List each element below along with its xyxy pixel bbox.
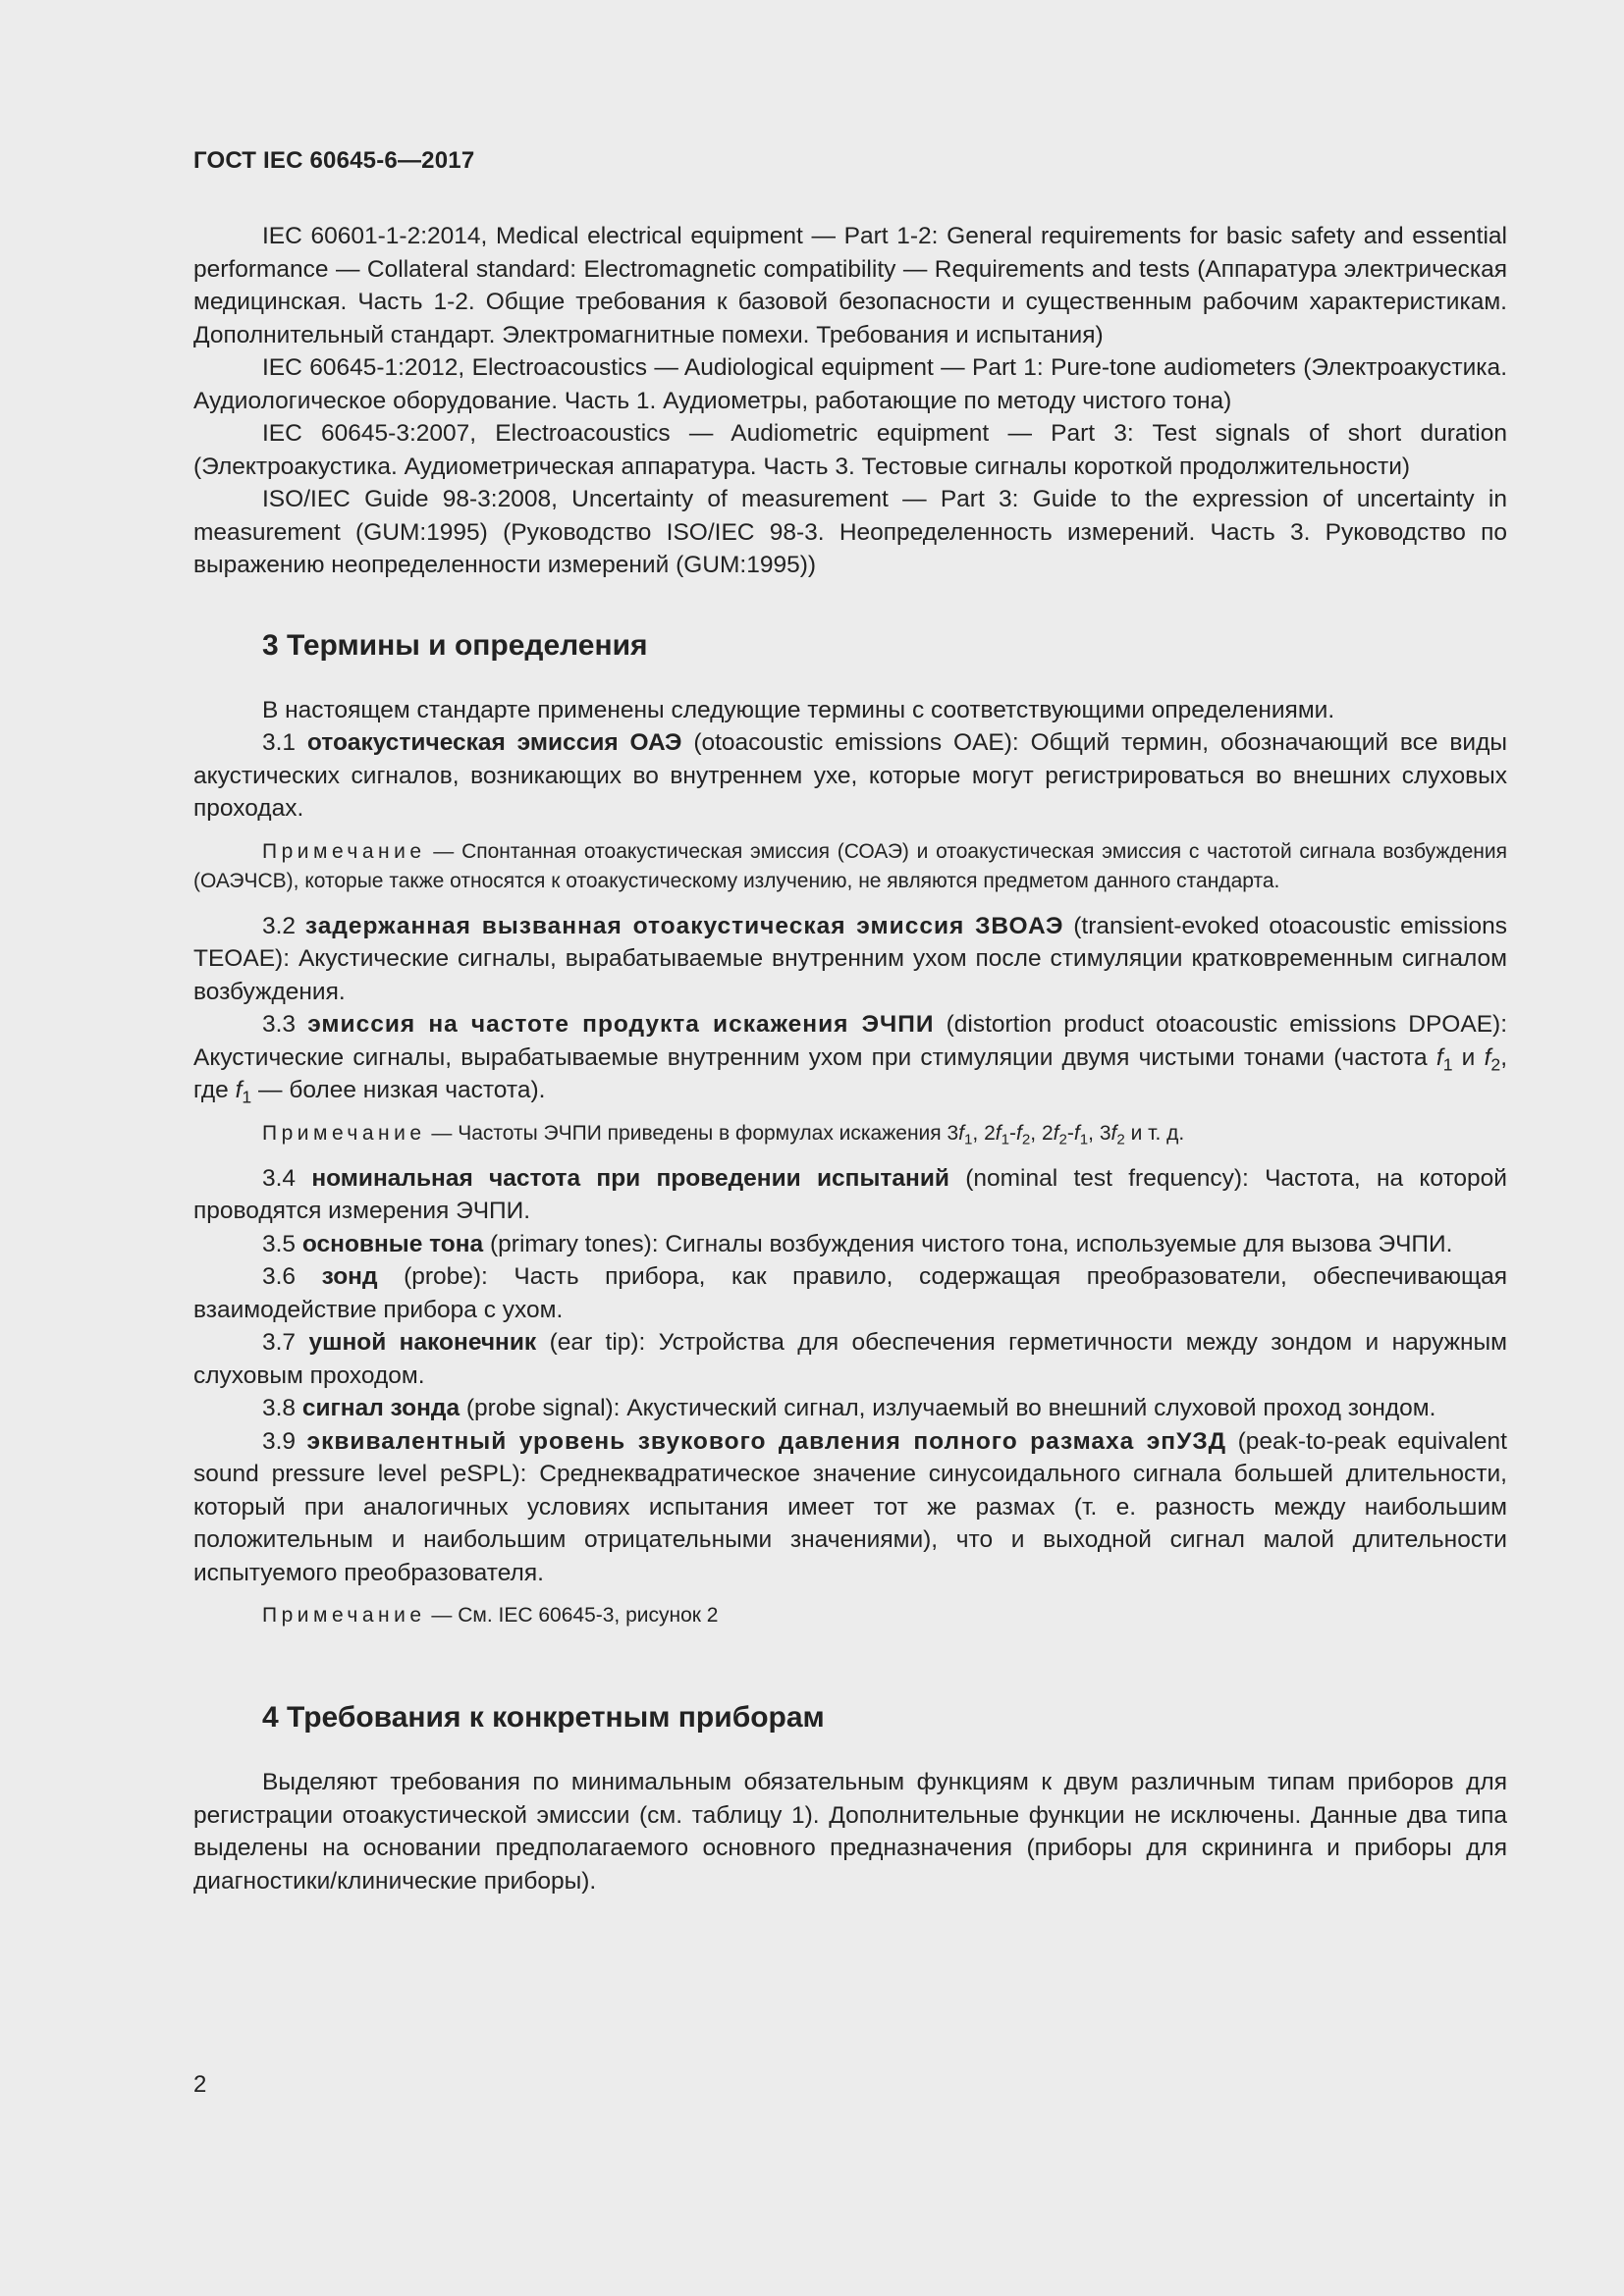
section-intro: В настоящем стандарте применены следующие термины с соответствующими определениями. [262, 696, 1335, 723]
note [193, 837, 1507, 896]
term-definition [193, 1425, 1507, 1590]
term-name: эквивалентный уровень звукового давления полного размаха эпУЗД [306, 1427, 1227, 1455]
formula-sub: 2 [1116, 1131, 1125, 1148]
note-text: См. IEC 60645-3, рисунок 2 [458, 1604, 719, 1627]
formula-sub: 1 [964, 1131, 973, 1148]
section-heading-terms: 3 Термины и определения [262, 628, 648, 662]
term-text: (distortion product otoacoustic emissions DPOAE): Акустические сигналы, вырабатываемые внутренним ухом при стимуляции двумя чистыми тонами (частота [193, 1011, 1508, 1071]
term-number: 3.5 [262, 1230, 302, 1257]
formula-var: f [958, 1121, 965, 1145]
term-text: (transient-evoked otoacoustic emissions TEOAE): Акустические сигналы, вырабатываемые внутренним ухом после стимуляции кратковременным сигналом возбуждения. [193, 912, 1507, 1005]
formula-var: f [995, 1121, 1001, 1145]
reference-item: ISO/IEC Guide 98-3:2008, Uncertainty of measurement — Part 3: Guide to the expression of uncertainty in measurement (GUM:1995) (Руководство ISO/IEC 98-3. Неопределенность измерений. Часть 3. Руководство по выражению неопределенности измерений (GUM:1995)) [193, 486, 1507, 578]
term-definition [193, 1228, 1507, 1261]
term-text: и [1452, 1043, 1485, 1071]
page-number: 2 [193, 2071, 207, 2098]
formula-sub: 1 [1442, 1053, 1453, 1074]
formula-var: f [1016, 1121, 1022, 1145]
term-text: (probe): Часть прибора, как правило, содержащая преобразователи, обеспечивающая взаимодействие прибора с ухом. [193, 1263, 1507, 1323]
term-definition [193, 1326, 1507, 1392]
running-title: ГОСТ IEC 60645-6—2017 [193, 147, 475, 174]
term-definition [193, 726, 1507, 826]
formula-sub: 2 [1058, 1131, 1067, 1148]
normative-references [193, 220, 1507, 582]
section-4 [193, 1699, 1507, 1897]
term-text: (peak-to-peak equivalent sound pressure level peSPL): Среднеквадратическое значение синусоидального сигнала большей длительности, который при аналогичных условиях испытания имеет тот же размах (т. е. разность между наибольшим положительным и наибольшим отрицательными значениями), что и выходной сигнал малой длительности испытуемого преобразователя. [193, 1427, 1507, 1586]
formula-coef: 2 [984, 1121, 996, 1145]
formula-sub: 1 [242, 1087, 252, 1107]
formula-op: - [1009, 1121, 1017, 1145]
formula-var: f [1073, 1121, 1080, 1145]
note-text: Частоты ЭЧПИ приведены в формулах искажения [458, 1121, 947, 1145]
term-text: , где [193, 1043, 1507, 1103]
term-text: (nominal test frequency): Частота, на которой проводятся измерения ЭЧПИ. [193, 1164, 1507, 1224]
formula-sub: 1 [1079, 1131, 1089, 1148]
section-heading-requirements: 4 Требования к конкретным приборам [262, 1701, 825, 1734]
term-name: основные тона [301, 1230, 484, 1257]
note [193, 1601, 1507, 1630]
term-name: зонд [321, 1263, 378, 1290]
term-number: 3.2 [262, 912, 305, 939]
term-number: 3.4 [262, 1164, 312, 1192]
term-text: (otoacoustic emissions OAE): Общий термин, обозначающий все виды акустических сигналов, возникающих во внутреннем ухе, которые могут регистрироваться во внешних слуховых проходах. [193, 729, 1508, 822]
note-label: Примечание [262, 839, 426, 863]
term-definition [193, 1260, 1507, 1326]
term-text: (primary tones): Сигналы возбуждения чистого тона, используемые для вызова ЭЧПИ. [483, 1230, 1453, 1257]
reference-item: IEC 60601-1-2:2014, Medical electrical equipment — Part 1-2: General requirements for basic safety and essential performance — Collateral standard: Electromagnetic compatibility — Requirements and tests (Аппаратура электрическая медицинская. Часть 1-2. Общие требования к базовой безопасности и существенным рабочим характеристикам. Дополнительный стандарт. Электромагнитные помехи. Требования и испытания) [193, 223, 1507, 348]
formula-coef: 3 [947, 1121, 959, 1145]
formula-var: f [1110, 1121, 1117, 1145]
term-definition [193, 1392, 1507, 1425]
term-text: — более низкая частота). [251, 1077, 546, 1103]
term-name: отоакустическая эмиссия ОАЭ [306, 729, 682, 756]
term-definition [193, 1008, 1507, 1107]
note-text: Спонтанная отоакустическая эмиссия (СОАЭ) и отоакустическая эмиссия с частотой сигнала возбуждения (ОАЭЧСВ), которые также относятся к отоакустическому излучению, не являются предметом данного стандарта. [193, 839, 1507, 892]
note-dash: — [425, 839, 462, 863]
term-name: ушной наконечник [308, 1329, 537, 1356]
term-name: эмиссия на частоте продукта искажения ЭЧПИ [307, 1011, 935, 1038]
formula-sep: , [1088, 1121, 1100, 1145]
term-name: задержанная вызванная отоакустическая эмиссия ЗВОАЭ [304, 912, 1064, 939]
reference-item: IEC 60645-1:2012, Electroacoustics — Audiological equipment — Part 1: Pure-tone audiometers (Электроакустика. Аудиологическое оборудование. Часть 1. Аудиометры, работающие по методу чистого тона) [193, 354, 1507, 414]
formula-var: f [1484, 1043, 1491, 1071]
term-name: номинальная частота при проведении испытаний [311, 1164, 949, 1192]
term-number: 3.8 [262, 1395, 302, 1421]
formula-sub: 2 [1490, 1053, 1501, 1074]
note-label: Примечание [262, 1604, 426, 1627]
term-text: (ear tip): Устройства для обеспечения герметичности между зондом и наружным слуховым проходом. [193, 1329, 1507, 1389]
term-number: 3.7 [262, 1329, 309, 1356]
formula-coef: 3 [1099, 1121, 1111, 1145]
formula-sub: 1 [1001, 1131, 1010, 1148]
formula-op: - [1066, 1121, 1074, 1145]
section-body: Выделяют требования по минимальным обязательным функциям к двум различным типам приборов для регистрации отоакустической эмиссии (см. таблицу 1). Дополнительные функции не исключены. Данные два типа выделены на основании предполагаемого основного предназначения (приборы для скрининга и приборы для диагностики/клинические приборы). [193, 1769, 1507, 1895]
note-dash: — [425, 1604, 459, 1627]
formula-sep: , [1030, 1121, 1042, 1145]
formula-var: f [1053, 1121, 1059, 1145]
term-name: сигнал зонда [301, 1395, 460, 1421]
term-definition [193, 1162, 1507, 1228]
term-text: (probe signal): Акустический сигнал, излучаемый во внешний слуховой проход зондом. [460, 1395, 1436, 1421]
formula-sub: 2 [1021, 1131, 1031, 1148]
note [193, 1119, 1507, 1148]
note-dash: — [425, 1121, 459, 1145]
term-number: 3.9 [262, 1427, 307, 1455]
term-definition [193, 910, 1507, 1009]
formula-var: f [235, 1077, 243, 1103]
term-number: 3.1 [262, 729, 307, 756]
formula-coef: 2 [1041, 1121, 1054, 1145]
note-text: и т. д. [1124, 1121, 1185, 1145]
formula-sep: , [972, 1121, 985, 1145]
reference-item: IEC 60645-3:2007, Electroacoustics — Audiometric equipment — Part 3: Test signals of short duration (Электроакустика. Аудиометрическая аппаратура. Часть 3. Тестовые сигналы короткой продолжительности) [193, 420, 1507, 480]
term-number: 3.3 [262, 1011, 308, 1038]
formula-var: f [1435, 1043, 1443, 1071]
note-label: Примечание [262, 1121, 426, 1145]
term-number: 3.6 [262, 1263, 322, 1290]
